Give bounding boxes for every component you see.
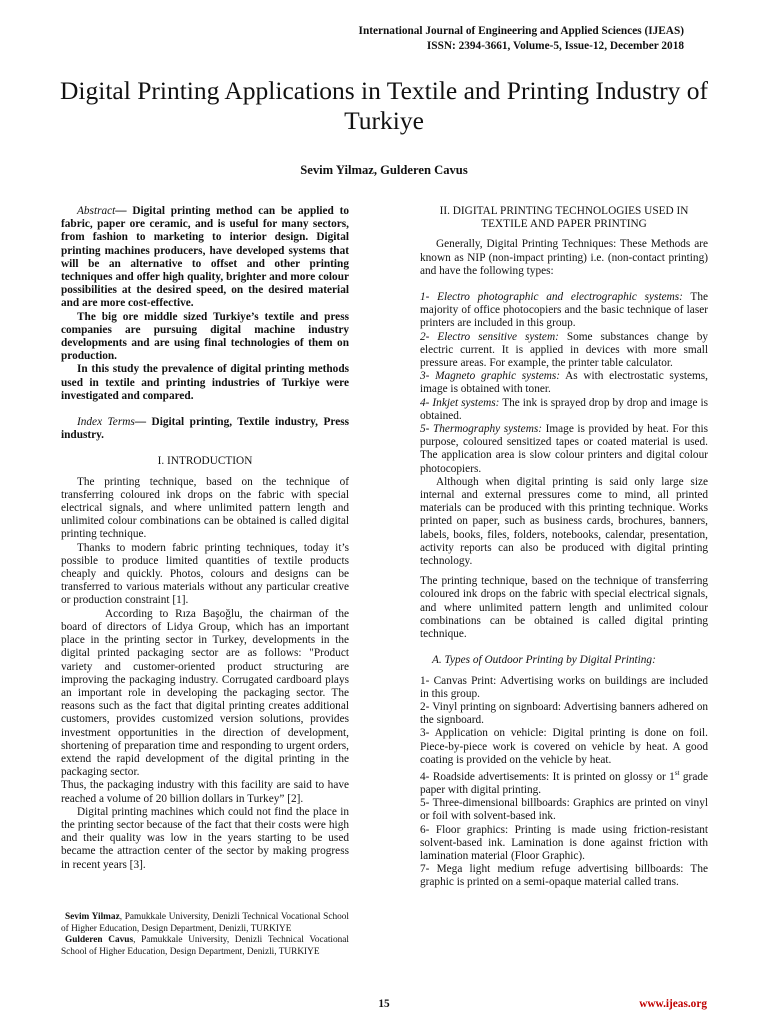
outdoor-item: 4- Roadside advertisements: It is printed on glossy or 1st grade paper with digital printing. [420, 768, 708, 796]
journal-website-link[interactable]: www.ijeas.org [639, 998, 707, 1010]
outdoor-item: 3- Application on vehicle: Digital printing is done on foil. Piece-by-piece work is covered on vehicle by heat. A good coating is provided on the vehicle by heat. [420, 727, 708, 766]
index-terms: Index Terms— Digital printing, Textile industry, Press industry. [61, 416, 349, 442]
section2-heading: II. DIGITAL PRINTING TECHNOLOGIES USED IN TEXTILE AND PAPER PRINTING [439, 205, 689, 231]
footnote-author-1: Sevim Yilmaz, Pamukkale University, Denizli Technical Vocational School of Higher Education, Design Department, Denizli, TURKIYE [61, 912, 349, 934]
type-item: 2- Electro sensitive system: Some substances change by electric current. It is applied in devices with more small pressure areas. For example, the printer table calculator. [420, 330, 708, 370]
journal-issn: ISSN: 2394-3661, Volume-5, Issue-12, December 2018 [426, 40, 684, 52]
technique-paragraph: The printing technique, based on the technique of transferring coloured ink drops on the fabric with special electrical signals, and where unlimited pattern length and unlimited colour combinations can be obtained is called digital printing technique. [420, 575, 708, 641]
outdoor-item: 5- Three-dimensional billboards: Graphics are printed on vinyl or foil with solvent-based ink. [420, 797, 708, 823]
intro-p2: Thanks to modern fabric printing techniques, today it’s possible to produce limited quantities of textile products cheaply and quickly. Photos, colours and designs can be transferred to various materials without any particular creative or production constraint [1]. [61, 541, 349, 607]
author-footnotes [61, 912, 349, 958]
footnote-author-2: Gulderen Cavus, Pamukkale University, Denizli Technical Vocational School of Higher Education, Design Department, Denizli, TURKIYE [61, 935, 349, 957]
type-item: 1- Electro photographic and electrographic systems: The majority of office photocopiers and the basic technique of laser printers are included in this group. [420, 291, 708, 330]
outdoor-item: 2- Vinyl printing on signboard: Advertising banners adhered on the signboard. [420, 700, 708, 727]
index-terms-label: Index Terms [77, 416, 135, 429]
right-column [420, 205, 708, 890]
abstract-p3: In this study the prevalence of digital printing methods used in textile and printing industries of Turkiye were investigated and compared. [61, 363, 349, 402]
left-column [61, 205, 349, 872]
intro-heading: I. INTRODUCTION [157, 455, 253, 468]
intro-p4: Thus, the packaging industry with this facility are said to have reached a volume of 20 billion dollars in Turkey” [2]. [61, 779, 349, 805]
journal-name: International Journal of Engineering and Applied Sciences (IJEAS) [358, 25, 684, 37]
although-paragraph: Although when digital printing is said only large size internal and external pressures come to mind, all printed materials can be produced with this printing technique. Works printed on paper, such as business cards, brochures, banners, labels, books, files, folders, notebooks, calendar, presentation, activity reports can also be produced with digital printing technology. [420, 475, 708, 568]
outdoor-item: 7- Mega light medium refuge advertising billboards: The graphic is printed on a semi-opaque material called trans. [420, 863, 708, 889]
abstract-p2: The big ore middle sized Turkiye’s textile and press companies are pursuing digital machine industry developments and are using final technologies of them on production. [61, 310, 349, 363]
outdoor-item: 1- Canvas Print: Advertising works on buildings are included in this group. [420, 674, 708, 700]
outdoor-item: 6- Floor graphics: Printing is made using friction-resistant solvent-based ink. Lamination is done against friction with lamination material (Floor Graphic). [420, 823, 708, 862]
abstract-label: Abstract [77, 205, 116, 217]
paper-authors: Sevim Yilmaz, Gulderen Cavus [300, 163, 468, 177]
section2-intro: Generally, Digital Printing Techniques: These Methods are known as NIP (non-impact printing) i.e. (non-contact printing) and have the following types: [420, 238, 708, 277]
type-item: 4- Inkjet systems: The ink is sprayed drop by drop and image is obtained. [420, 396, 708, 422]
paper-title: Digital Printing Applications in Textile and Printing Industry of Turkiye [60, 76, 708, 135]
type-item: 5- Thermography systems: Image is provided by heat. For this purpose, coloured sensitized tapes or coated material is used. The application area is slow colour printers and digital colour photocopiers. [420, 423, 708, 475]
page-number: 15 [378, 998, 390, 1010]
journal-header [359, 24, 684, 54]
abstract-p1: Abstract— Digital printing method can be applied to fabric, paper ore ceramic, and is useful for many sectors, from fashion to marketing to interior design. Digital printing machines producers, have developed systems that will be an alternative to offset and other printing techniques and offer high quality, brighter and more colour possibilities at the desired speed, on the desired material and are more cost-effective. [61, 205, 349, 310]
intro-p3: According to Rıza Başoğlu, the chairman of the board of directors of Lidya Group, which has an important place in the printing sector in Turkey, developments in the digital printed packaging sector are as follows: "Product variety and customer-oriented product structuring are improving the packaging industry. Corrugated cardboard plays an important role in developing the packaging sector. The reasons such as the fact that digital printing creates additional customers, provides customized version solutions, provides investment opportunities in the direction of development, shortening of preparation time and responding to urgent orders, extend the rapid development of the digital printing in the packaging sector. [61, 607, 349, 779]
type-item: 3- Magneto graphic systems: As with electrostatic systems, image is obtained with toner. [420, 370, 709, 396]
intro-p5: Digital printing machines which could not find the place in the printing sector because of the fact that their costs were high and their quality was low in the years starting to be used became the attraction center of the sector by making progress in recent years [3]. [61, 805, 349, 871]
intro-p1: The printing technique, based on the technique of transferring coloured ink drops on the fabric with special electrical signals, and where unlimited pattern length and unlimited colour combinations can be obtained is called digital printing technique. [61, 475, 349, 541]
outdoor-subheading: A. Types of Outdoor Printing by Digital Printing: [432, 654, 656, 667]
